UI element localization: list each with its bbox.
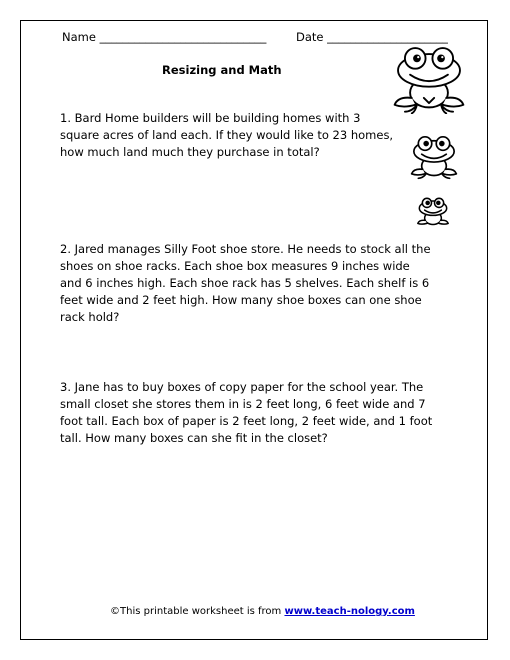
problem-line: 3. Jane has to buy boxes of copy paper for the school year. The bbox=[60, 380, 424, 394]
problem-line: square acres of land each. If they would like to 23 homes, bbox=[60, 128, 394, 142]
problem-line: feet wide and 2 feet high. How many shoe boxes can one shoe bbox=[60, 293, 422, 307]
frog-icon-large bbox=[386, 44, 472, 114]
problem-line: and 6 inches high. Each shoe rack has 5 shelves. Each shelf is 6 bbox=[60, 276, 430, 290]
date-field-label: Date _____________________ bbox=[296, 30, 448, 44]
footer-text: ©This printable worksheet is from bbox=[110, 606, 285, 617]
footer bbox=[110, 606, 415, 617]
problem-line: foot tall. Each box of paper is 2 feet long, 2 feet wide, and 1 foot bbox=[60, 414, 433, 428]
problem-line: rack hold? bbox=[60, 310, 120, 324]
frog-icon-medium bbox=[406, 134, 462, 180]
name-field-label: Name _____________________________ bbox=[62, 30, 267, 44]
frog-icon-small bbox=[414, 196, 452, 228]
footer-link[interactable]: www.teach-nology.com bbox=[284, 606, 415, 617]
problem-line: tall. How many boxes can she fit in the closet? bbox=[60, 431, 328, 445]
problem-1 bbox=[60, 110, 393, 161]
problem-line: 1. Bard Home builders will be building homes with 3 bbox=[60, 111, 361, 125]
problem-line: shoes on shoe racks. Each shoe box measures 9 inches wide bbox=[60, 259, 410, 273]
problem-3 bbox=[60, 379, 432, 447]
worksheet-title: Resizing and Math bbox=[162, 63, 282, 77]
problem-2 bbox=[60, 241, 431, 326]
problem-line: how much land much they purchase in total? bbox=[60, 145, 320, 159]
problem-line: 2. Jared manages Silly Foot shoe store. He needs to stock all the bbox=[60, 242, 431, 256]
problem-line: small closet she stores them in is 2 feet long, 6 feet wide and 7 bbox=[60, 397, 426, 411]
